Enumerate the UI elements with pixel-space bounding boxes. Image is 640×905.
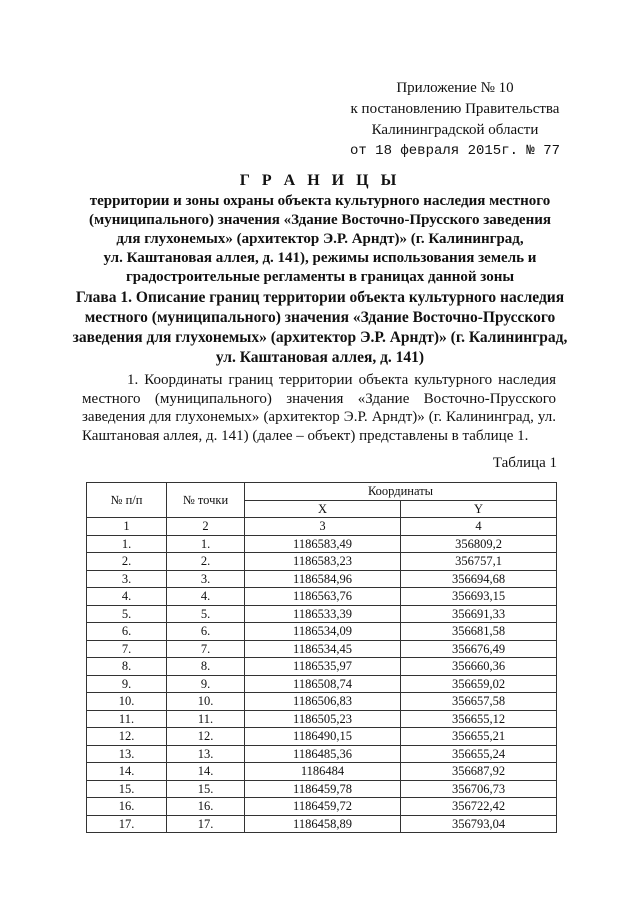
x-coordinate-cell: 1186584,96 (245, 570, 401, 588)
appendix-block (330, 78, 580, 162)
table-body (87, 535, 557, 833)
x-coordinate-cell: 1186458,89 (245, 815, 401, 833)
x-coordinate-cell: 1186583,23 (245, 553, 401, 571)
x-coordinate-cell: 1186534,45 (245, 640, 401, 658)
row-number-cell: 4. (87, 588, 167, 606)
row-number-cell: 7. (87, 640, 167, 658)
table-row (87, 605, 557, 623)
y-coordinate-cell: 356694,68 (401, 570, 557, 588)
table-row (87, 798, 557, 816)
point-number-cell: 9. (167, 675, 245, 693)
chapter-heading (60, 288, 580, 368)
header-y: Y (401, 500, 557, 518)
point-number-cell: 3. (167, 570, 245, 588)
point-number-cell: 13. (167, 745, 245, 763)
header-point-number: № точки (167, 483, 245, 518)
point-number-cell: 2. (167, 553, 245, 571)
row-number-cell: 13. (87, 745, 167, 763)
appendix-region: Калининградской области (371, 122, 539, 138)
point-number-cell: 11. (167, 710, 245, 728)
appendix-number: Приложение № 10 (396, 80, 514, 96)
document-subtitle (60, 192, 580, 287)
header-x: X (245, 500, 401, 518)
x-coordinate-cell: 1186484 (245, 763, 401, 781)
subtitle-line: (муниципального) значения «Здание Восточно-Прусского заведения (89, 212, 551, 228)
subtitle-line: территории и зоны охраны объекта культурного наследия местного (89, 193, 551, 209)
x-coordinate-cell: 1186533,39 (245, 605, 401, 623)
row-number-cell: 10. (87, 693, 167, 711)
index-cell: 1 (87, 518, 167, 536)
y-coordinate-cell: 356659,02 (401, 675, 557, 693)
chapter-line: Глава 1. Описание границ территории объекта культурного наследия (75, 289, 565, 306)
point-number-cell: 7. (167, 640, 245, 658)
table-row (87, 588, 557, 606)
appendix-resolution: к постановлению Правительства (350, 101, 560, 117)
y-coordinate-cell: 356706,73 (401, 780, 557, 798)
table-row (87, 693, 557, 711)
appendix-date: от 18 февраля 2015г. № 77 (349, 143, 561, 159)
point-number-cell: 5. (167, 605, 245, 623)
point-number-cell: 8. (167, 658, 245, 676)
row-number-cell: 15. (87, 780, 167, 798)
row-number-cell: 2. (87, 553, 167, 571)
y-coordinate-cell: 356655,21 (401, 728, 557, 746)
y-coordinate-cell: 356691,33 (401, 605, 557, 623)
row-number-cell: 5. (87, 605, 167, 623)
x-coordinate-cell: 1186563,76 (245, 588, 401, 606)
x-coordinate-cell: 1186506,83 (245, 693, 401, 711)
row-number-cell: 1. (87, 535, 167, 553)
index-cell: 2 (167, 518, 245, 536)
point-number-cell: 1. (167, 535, 245, 553)
table-row (87, 535, 557, 553)
row-number-cell: 11. (87, 710, 167, 728)
x-coordinate-cell: 1186583,49 (245, 535, 401, 553)
subtitle-line: ул. Каштановая аллея, д. 141), режимы использования земель и (103, 250, 537, 266)
coordinates-table (86, 482, 557, 833)
row-number-cell: 17. (87, 815, 167, 833)
row-number-cell: 9. (87, 675, 167, 693)
point-number-cell: 6. (167, 623, 245, 641)
table-caption: Таблица 1 (492, 455, 557, 471)
table-row (87, 780, 557, 798)
x-coordinate-cell: 1186490,15 (245, 728, 401, 746)
y-coordinate-cell: 356793,04 (401, 815, 557, 833)
y-coordinate-cell: 356657,58 (401, 693, 557, 711)
table-row (87, 640, 557, 658)
subtitle-line: градостроительные регламенты в границах данной зоны (125, 269, 515, 285)
point-number-cell: 14. (167, 763, 245, 781)
x-coordinate-cell: 1186505,23 (245, 710, 401, 728)
x-coordinate-cell: 1186508,74 (245, 675, 401, 693)
table-row (87, 658, 557, 676)
y-coordinate-cell: 356722,42 (401, 798, 557, 816)
y-coordinate-cell: 356660,36 (401, 658, 557, 676)
table-row (87, 710, 557, 728)
x-coordinate-cell: 1186485,36 (245, 745, 401, 763)
x-coordinate-cell: 1186459,78 (245, 780, 401, 798)
point-number-cell: 10. (167, 693, 245, 711)
table-row (87, 745, 557, 763)
y-coordinate-cell: 356655,12 (401, 710, 557, 728)
table-row (87, 728, 557, 746)
y-coordinate-cell: 356655,24 (401, 745, 557, 763)
y-coordinate-cell: 356809,2 (401, 535, 557, 553)
chapter-line: местного (муниципального) значения «Здание Восточно-Прусского (84, 309, 556, 326)
document-heading: Г Р А Н И Ц Ы (239, 172, 401, 189)
table-row (87, 623, 557, 641)
body-paragraph: 1. Координаты границ территории объекта культурного наследия местного (муниципального) значения «Здание Восточно-Прусского заведения для глухонемых» (архитектор Э.Р. Арндт)» (г. Калининград, ул. Каштановая аллея, д. 141) (далее – объект) представлены в таблице 1. (82, 372, 556, 444)
chapter-line: ул. Каштановая аллея, д. 141) (215, 349, 425, 366)
point-number-cell: 16. (167, 798, 245, 816)
chapter-line: заведения для глухонемых» (архитектор Э.Р. Арндт)» (г. Калининград, (72, 329, 568, 346)
header-row-number: № п/п (87, 483, 167, 518)
y-coordinate-cell: 356681,58 (401, 623, 557, 641)
table-row (87, 553, 557, 571)
table-row (87, 815, 557, 833)
header-coordinates: Координаты (245, 483, 557, 501)
row-number-cell: 8. (87, 658, 167, 676)
y-coordinate-cell: 356757,1 (401, 553, 557, 571)
row-number-cell: 6. (87, 623, 167, 641)
index-cell: 4 (401, 518, 557, 536)
row-number-cell: 3. (87, 570, 167, 588)
point-number-cell: 15. (167, 780, 245, 798)
x-coordinate-cell: 1186534,09 (245, 623, 401, 641)
table-row (87, 763, 557, 781)
table-row (87, 675, 557, 693)
y-coordinate-cell: 356693,15 (401, 588, 557, 606)
row-number-cell: 16. (87, 798, 167, 816)
index-cell: 3 (245, 518, 401, 536)
subtitle-line: для глухонемых» (архитектор Э.Р. Арндт)» (г. Калининград, (116, 231, 524, 247)
point-number-cell: 17. (167, 815, 245, 833)
y-coordinate-cell: 356687,92 (401, 763, 557, 781)
table-row (87, 570, 557, 588)
y-coordinate-cell: 356676,49 (401, 640, 557, 658)
x-coordinate-cell: 1186459,72 (245, 798, 401, 816)
row-number-cell: 12. (87, 728, 167, 746)
x-coordinate-cell: 1186535,97 (245, 658, 401, 676)
point-number-cell: 4. (167, 588, 245, 606)
row-number-cell: 14. (87, 763, 167, 781)
point-number-cell: 12. (167, 728, 245, 746)
